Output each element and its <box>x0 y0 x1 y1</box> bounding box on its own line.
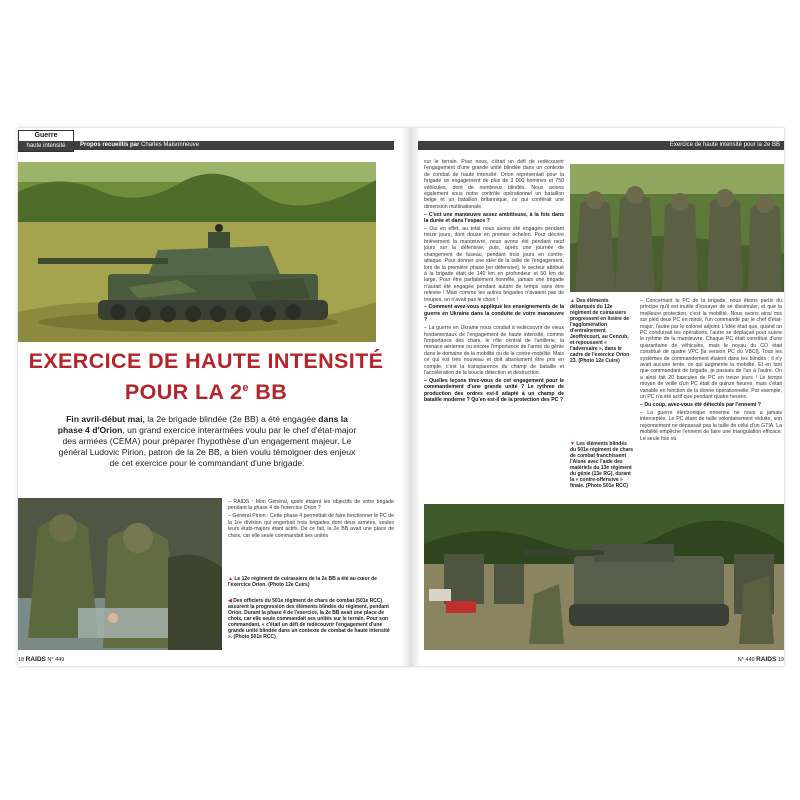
middle-column-text <box>424 159 564 405</box>
left-header-bar <box>18 141 394 150</box>
left-column-text <box>228 499 394 540</box>
left-folio: 18 RAIDS N° 449 <box>18 656 65 663</box>
article-lead: Fin avril-début mai, la 2e brigade blindée (2e BB) a été engagée dans la phase 4 d'Orion, un grand exercice interarmées voulu par le chef d'état-major des armées (CEMA) pour préparer l'hypothèse d'un engagement majeur. Le général Ludovic Pirion, patron de la 2e BB, a bien voulu témoigner des enjeux de cet exercice pour le commandant d'une brigade. <box>57 414 357 468</box>
triangle-left-icon: ◀ <box>228 598 232 604</box>
answer-3: – La guerre en Ukraine nous conduit à redécouvrir de vieux fondamentaux de l'engagement de haute intensité, comme l'importance des chars, le rôle central de l'artillerie, la menace aérienne ou encore l'importance de l'arme du génie dans le domaine de la mobilité ou de la contre-mobilité. Mais ce qui est très nouveau et doit absolument être pris en compte, c'est la transparence du champ de bataille et l'accélération de la boucle détection et destruction. <box>424 325 564 376</box>
question-3: – Comment avez-vous appliqué les enseignements de la guerre en Ukraine dans la conduite de votre manœuvre ? <box>424 304 564 324</box>
running-title: Exercice de haute intensité pour la 2e BB <box>669 142 780 148</box>
triangle-up-icon: ▲ <box>570 298 575 304</box>
gutter-shadow <box>401 128 421 666</box>
caption-2: ◀ Des officiers du 501e régiment de chars de combat (501e RCC) assurent la progression des éléments blindés du régiment, pendant Orion. Durant la phase 4 de l'exercice, la 2e BB avait une place de choix, car elle seule commandait ses unités sur le terrain. Pour son commandant, « c'était un défi de redécouvrir l'engagement d'une grande unité blindée dans un contexte de combat de haute intensité ». (Photo 501e RCC) <box>228 598 390 640</box>
paragraph-1: sur le terrain. Pour nous, c'était un défi de redécouvrir l'engagement d'une grande unité blindée dans un contexte de combat de haute intensité. Orion représentait pour la brigade un engagement de plus de 3 000 hommes et 750 véhicules, dont de nombreux blindés. Nous avions également sous notre contrôle opérationnel un bataillon belge et un bataillon britannique, ce qui conférait une dimension multinationale. <box>424 159 564 210</box>
right-column-text <box>640 298 782 443</box>
answer-1: – Général Pirion : Cette phase 4 permettait de faire fonctionner le PC de la 1re division qui engerbait trois brigades dont deux armées, seules leurs états-majors étant actifs. De ce fait, la 2e BB avait une place de choix, car elle seule commandait ses unités <box>228 513 394 539</box>
magazine-spread <box>18 128 784 666</box>
caption-1: ▲ Le 12e régiment de cuirassiers de la 2e BB a été au cœur de l'exercice Orion. (Photo 12e Cuirs) <box>228 576 377 588</box>
title-line-1: EXERCICE DE HAUTE INTENSITÉ <box>28 349 384 373</box>
right-header-bar <box>418 141 784 150</box>
question-2: – C'est une manœuvre assez ambitieuse, à la fois dans la durée et dans l'espace ? <box>424 211 564 225</box>
tank-photo <box>18 162 376 342</box>
question-5: – Du coup, avez-vous été détectés par l'ennemi ? <box>640 402 761 408</box>
section-label <box>18 130 74 152</box>
triangle-up-icon: ▲ <box>228 576 233 582</box>
question-4: – Quelles leçons tirez-vous de cet engagement pour le commandement d'une grande unité ? Le rythme de production des ordres est-il adapté à un champ de bataille moderne ? Qu'en est-il de la protection des PC ? <box>424 377 564 404</box>
credits: Propos recueillis par Charles Maisonneuve <box>80 142 200 148</box>
convoy-photo <box>424 504 784 650</box>
answer-2: – Oui en effet, au total nous avons été engagés pendant treize jours, dont douze en premier échelon. Pour décrire brièvement la manœuvre, nous avons été pendant neuf jours sur la défensive, puis, après une journée de changement de fuseau, pendant trois jours en contre-attaque. Pour donner une idée de la taille de l'engagement, lors de la première phase [en défensive], le secteur attribué à la brigade était de 140 km en profondeur et 50 km de large. Pour être parfaitement honnête, jamais une brigade n'aurait été engagée pendant autant de temps sans être relevée ! Mais comme les autres brigades n'avaient pas de troupes, on n'avait pas le choix ! <box>424 226 564 303</box>
answer-5: – La guerre électronique ennemie ne nous a jamais interceptés. Le PC étant de taille volontairement réduite, son rayonnement ne dépassait pas la taille de celui d'un GTIA. La mobilité empêche l'ennemi de faire une triangulation efficace. Le seule fois où <box>640 409 782 442</box>
soldiers-photo <box>570 164 784 292</box>
question-1: – RAIDS : Mon Général, quels étaient les objectifs de votre brigade pendant la phase 4 de l'exercice Orion ? <box>228 499 394 512</box>
officers-photo <box>18 498 222 650</box>
section-top: Guerre <box>34 132 58 139</box>
section-bottom: haute intensité <box>19 141 73 151</box>
caption-4: ▼ Les éléments blindés du 501e régiment de chars de combat franchissent l'Aisne avec l'aide des matériels du 13e régiment du génie (13e RG), durant la « contre-offensive » finale. (Photo 501e RCC) <box>570 441 634 489</box>
title-line-2: POUR LA 2e BB <box>124 380 288 405</box>
caption-3: ▲ Des éléments débarqués du 12e régiment de cuirassiers progressent en lisière de l'agglomération d'entraînement Jeoffrécourt, au Cenzub, et repoussent « l'adversaire », dans le cadre de l'exercice Orion 23. (Photo 12e Cuirs) <box>570 298 630 364</box>
article-title <box>18 348 394 406</box>
answer-4: – Concernant le PC de la brigade, nous étions partis du principe qu'il est inutile d'essayer de se dissimuler, et que la meilleure protection, c'est la mobilité. Nous avons ainsi mis sur pied deux PC en miroir, l'un commandé par le chef d'état-major, l'autre par le colonel adjoint. L'idée était que, quand un PC conduisait les opérations, l'autre se déplaçait pour suivre le rythme de la manœuvre. Chaque PC était constitué d'une quarantaine de véhicules, mais le noyau du CO était constitué de quatre VPC [la version PC du VBCI]. Tous les systèmes de commandement étaient dans les blindés ; il n'y avait aucune tente, ce qui augmente la mobilité. Et en tant que commandant de brigade, je passais de l'un à l'autre. On a ainsi fait 20 bascules de PC en treize jours ! Le temps moyen de veille d'un PC était de quinze heures, mais c'était variable en fonction de la donne opérationnelle. Par exemple, un PC n'a été actif que pendant quatre heures. <box>640 298 782 401</box>
triangle-down-icon: ▼ <box>570 441 575 447</box>
right-folio: N° 449 RAIDS 19 <box>737 656 784 663</box>
